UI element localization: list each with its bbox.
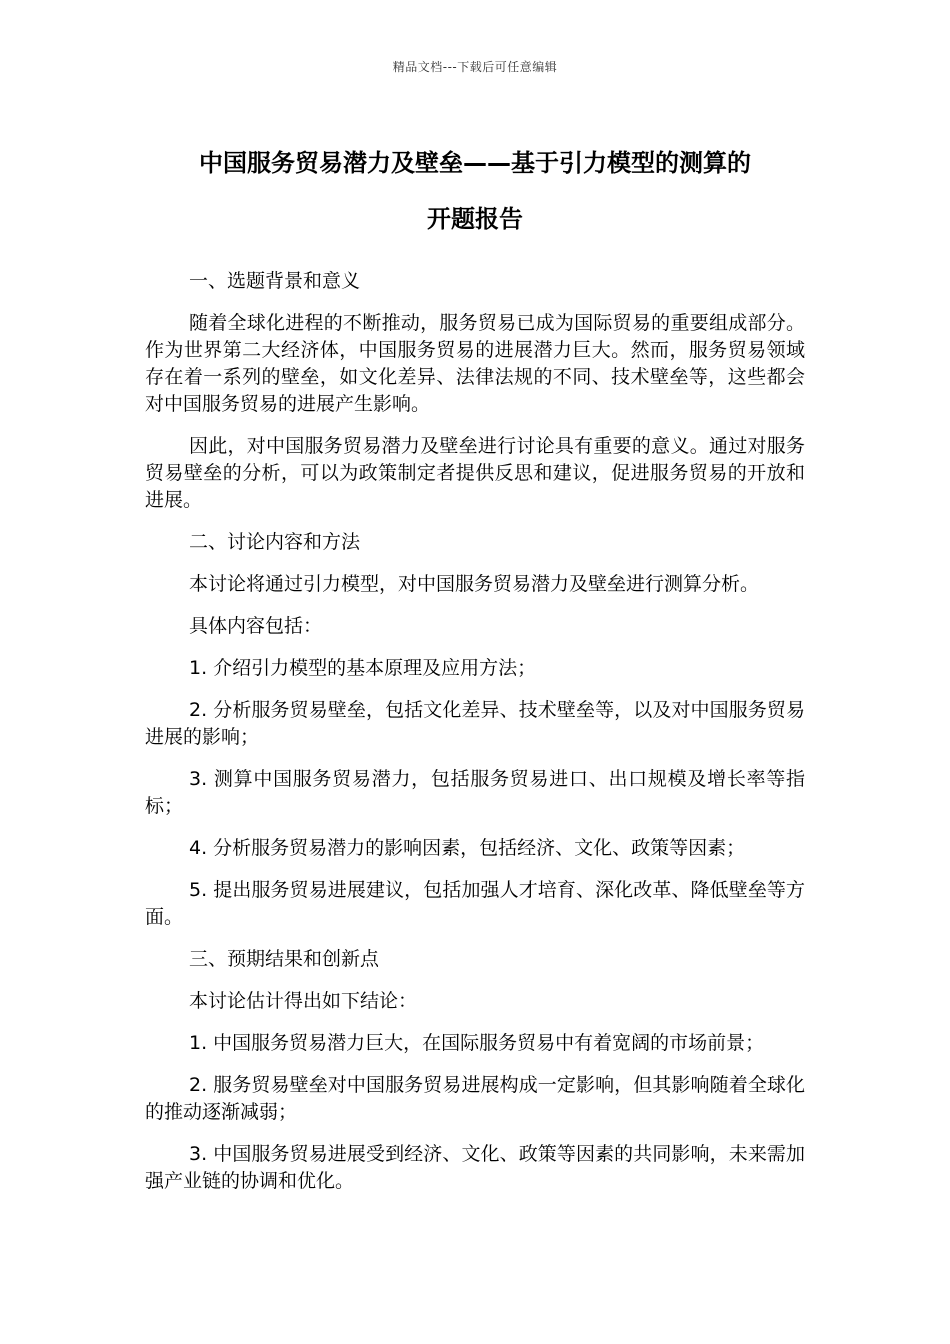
list-item: 1. 中国服务贸易潜力巨大，在国际服务贸易中有着宽阔的市场前景； <box>189 1032 765 1054</box>
paragraph-conclusion-intro: 本讨论估计得出如下结论： <box>189 990 418 1012</box>
list-item: 4. 分析服务贸易潜力的影响因素，包括经济、文化、政策等因素； <box>189 837 746 859</box>
list-item: 1. 介绍引力模型的基本原理及应用方法； <box>189 657 537 679</box>
list-item: 5. 提出服务贸易进展建议，包括加强人才培育、深化改革、降低壁垒等方面。 <box>145 879 805 928</box>
document-title <box>145 135 805 247</box>
document-body <box>145 268 805 1210</box>
list-item: 3. 中国服务贸易进展受到经济、文化、政策等因素的共同影响，未来需加强产业链的协调和优化。 <box>145 1143 805 1192</box>
title-line-1: 中国服务贸易潜力及壁垒——基于引力模型的测算的 <box>199 149 751 177</box>
paragraph-content-intro: 具体内容包括： <box>189 615 323 637</box>
paragraph-significance: 因此，对中国服务贸易潜力及壁垒进行讨论具有重要的意义。通过对服务贸易壁垒的分析，可以为政策制定者提供反思和建议，促进服务贸易的开放和进展。 <box>145 435 805 511</box>
list-item: 3. 测算中国服务贸易潜力，包括服务贸易进口、出口规模及增长率等指标； <box>145 768 805 817</box>
header-note: 精品文档---下载后可任意编辑 <box>392 60 558 74</box>
section-heading-content-method: 二、讨论内容和方法 <box>189 531 361 553</box>
section-heading-expected-results: 三、预期结果和创新点 <box>189 948 380 970</box>
list-item: 2. 分析服务贸易壁垒，包括文化差异、技术壁垒等，以及对中国服务贸易进展的影响； <box>145 699 805 748</box>
section-heading-background: 一、选题背景和意义 <box>189 270 361 292</box>
paragraph-method-intro: 本讨论将通过引力模型，对中国服务贸易潜力及壁垒进行测算分析。 <box>189 573 760 595</box>
list-item: 2. 服务贸易壁垒对中国服务贸易进展构成一定影响，但其影响随着全球化的推动逐渐减弱； <box>145 1074 805 1123</box>
paragraph-background: 随着全球化进程的不断推动，服务贸易已成为国际贸易的重要组成部分。作为世界第二大经济体，中国服务贸易的进展潜力巨大。然而，服务贸易领域存在着一系列的壁垒，如文化差异、法律法规的不同、技术壁垒等，这些都会对中国服务贸易的进展产生影响。 <box>145 312 805 415</box>
title-line-2: 开题报告 <box>427 205 523 233</box>
